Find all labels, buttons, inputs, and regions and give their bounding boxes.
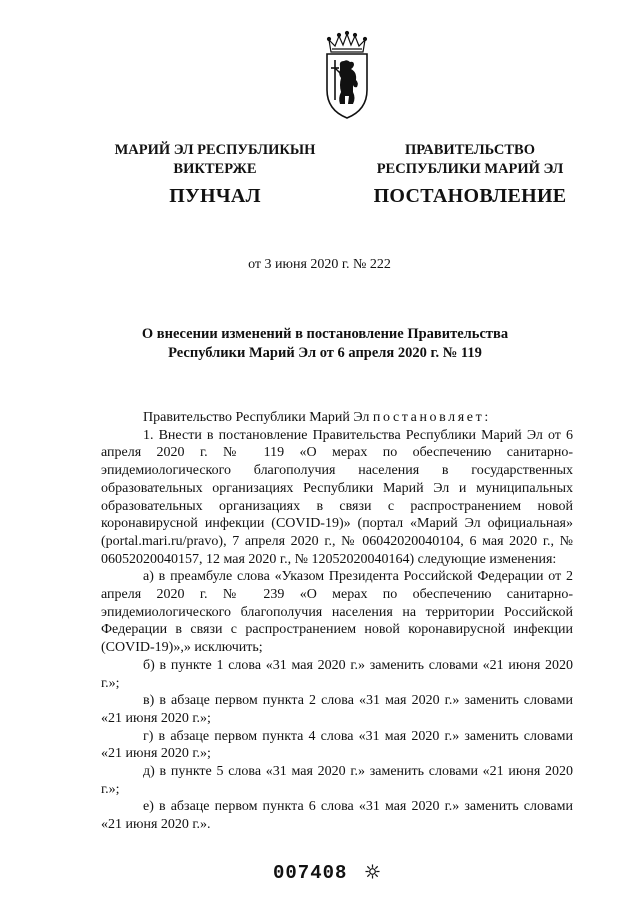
serial-number: 007408 xyxy=(273,862,348,884)
item-b: б) в пункте 1 слова «31 мая 2020 г.» заменить словами «21 июня 2020 г.»; xyxy=(101,657,573,691)
header-left-line1: МАРИЙ ЭЛ РЕСПУБЛИКЫН xyxy=(114,142,316,158)
document-subject xyxy=(100,325,550,363)
document-date xyxy=(0,257,639,273)
coat-of-arms-bear-icon xyxy=(323,30,371,120)
document-body xyxy=(101,409,573,834)
subject-line1: О внесении изменений в постановление Правительства xyxy=(141,326,509,342)
date-prefix: от xyxy=(248,257,262,272)
item-v: в) в абзаце первом пункта 2 слова «31 мая 2020 г.» заменить словами «21 июня 2020 г.»; xyxy=(101,693,573,726)
item-e: е) в абзаце первом пункта 6 слова «31 мая 2020 г.» заменить словами «21 июня 2020 г.». xyxy=(101,799,573,833)
header-left-line2: ВИКТЕРЖЕ xyxy=(173,161,257,177)
header-left-title: ПУНЧАЛ xyxy=(169,185,261,207)
header-right-line1: ПРАВИТЕЛЬСТВО xyxy=(405,142,535,158)
date-day: 3 xyxy=(264,257,272,272)
item-a: а) в преамбуле слова «Указом Президента Российской Федерации от 2 апреля 2020 г. № 239 «О мерах по обеспечению санитарно-эпидемиологического благополучия населения на территории Российской Федерации в связи с распространением новой коронавирусной инфекции (COVID-19)»,» исключить; xyxy=(101,569,573,656)
item-d: д) в пункте 5 слова «31 мая 2020 г.» заменить словами «21 июня 2020 г.»; xyxy=(101,764,573,797)
header-right-title: ПОСТАНОВЛЕНИЕ xyxy=(373,185,567,207)
ornament-icon xyxy=(365,864,380,879)
document-number: 222 xyxy=(369,257,391,272)
intro-paragraph xyxy=(101,409,573,427)
intro-text: Правительство Республики Марий Эл xyxy=(143,410,373,425)
header-right-line2: РЕСПУБЛИКИ МАРИЙ ЭЛ xyxy=(376,161,564,177)
subject-line2: Республики Марий Эл от 6 апреля 2020 г. № 119 xyxy=(168,345,482,361)
item-1: 1. Внести в постановление Правительства Республики Марий Эл от 6 апреля 2020 г. № 119 «О мерах по обеспечению санитарно-эпидемиологического благополучия населения в государственных образовательных организациях Республики Марий Эл и муниципальных образовательных организациях в связи с распространением новой коронавирусной инфекции (COVID-19)» (портал «Марий Эл официальная» (portal.mari.ru/pravo), 7 апреля 2020 г., № 06042020040104, 6 мая 2020 г., № 06052020040157, 12 мая 2020 г., № 12052020040164) следующие изменения: xyxy=(101,427,573,567)
date-month-year: июня 2020 г. № xyxy=(275,257,367,272)
intro-spaced: постановляет: xyxy=(372,410,491,425)
header-left xyxy=(92,141,338,209)
item-g: г) в абзаце первом пункта 4 слова «31 мая 2020 г.» заменить словами «21 июня 2020 г.»; xyxy=(101,728,573,762)
header-right xyxy=(360,141,580,209)
